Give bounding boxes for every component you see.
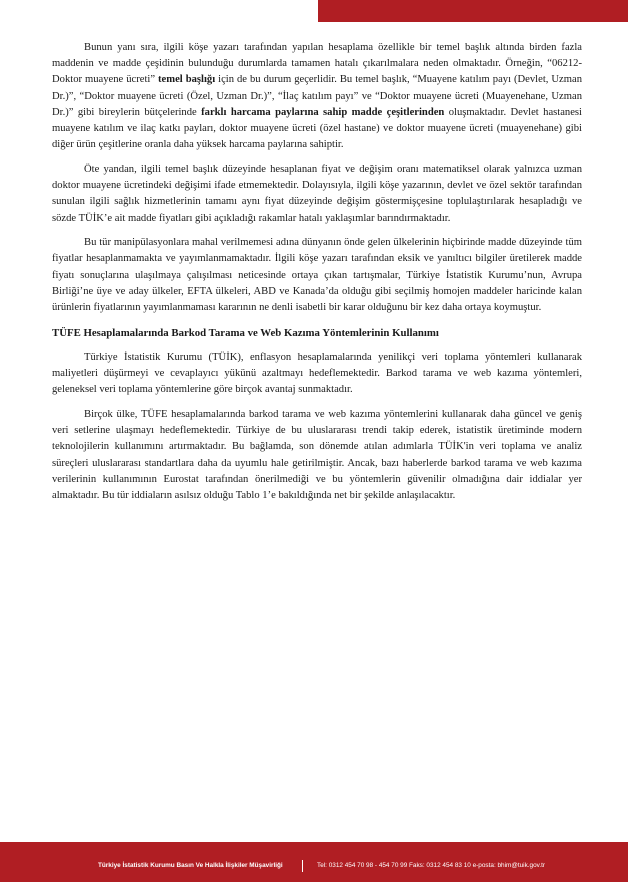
paragraph-text: Öte yandan, ilgili temel başlık düzeyinde hesaplanan fiyat ve değişim oranı matematiksel olarak yalnızca uzman doktor muayene ücretindeki değişimi ifade etmemektedir. Dolayısıyla, ilgili köşe yazarının, devlet ve özel sektör tarafından sunulan ilgili sağlık hizmetlerinin tamamı aynı fiyat düzeyinde değişim göstermişçesine toplulaştırılarak hesapladığı ve sözde TÜİK’e ait madde fiyatları gibi açıkladığı rakamlar hatalı yaklaşımlar barındırmaktadır. [52,163,582,224]
body-paragraph-3 [52,235,582,316]
section-paragraph-1: Türkiye İstatistik Kurumu (TÜİK), enflasyon hesaplamalarında yenilikçi veri toplama yöntemleri kullanarak maliyetleri düşürmeyi ve cevaplayıcı yükünü azaltmayı hedeflemektedir. Barkod tarama ve web kazıma yöntemleri, geleneksel veri toplama yöntemlerine göre birçok avantaj sunmaktadır. [52,351,582,396]
document-body [52,40,582,513]
footer-bar [0,842,628,882]
paragraph-text: Bu tür manipülasyonlara mahal verilmemesi adına dünyanın önde gelen ülkelerinin hiçbirinde madde düzeyinde tüm fiyatlar hesaplanmamakta ve yayımlanmamaktadır. İlgili köşe yazarı tarafından eksik ve yanıltıcı bilgiler üretilerek madde fiyatı sonuçlarına ulaşılmaya çalışılması neticesinde ortaya çıkan tartışmalar, Türkiye İstatistik Kurumu’nun, Avrupa Birliği’ne üye ve aday ülkeler, EFTA ülkeleri, ABD ve Kanada’da olduğu gibi seçilmiş homojen maddeler haricinde kalan ürünlerin fiyatlarının yayımlanmaması kararının ne denli isabetli bir karar olduğunu bir kez daha ortaya koymuştur. [52,237,582,314]
paragraph-text: için de bu durum geçerlidir. Bu temel başlık, “Muayene katılım payı (Devlet, Uzman Dr.)”, “Doktor muayene ücreti (Özel, Uzman Dr.)”, “İlaç katılım payı” ve “Doktor muayene ücreti (Muayenehane, Uzman Dr.)” gibi bireylerin bütçelerinde [52,74,582,118]
section-heading: TÜFE Hesaplamalarında Barkod Tarama ve Web Kazıma Yöntemlerinin Kullanımı [52,326,439,339]
footer-divider [302,860,303,872]
paragraph-text: Bunun yanı sıra, ilgili köşe yazarı tarafından yapılan hesaplama özellikle bir temel başlık altında birden fazla maddenin ve madde çeşidinin bulunduğu durumlarda tamamen hatalı çıkarılmalara neden olmaktadır. Örneğin, “06212-Doktor muayene ücreti” [52,42,582,86]
header-red-band [318,0,628,22]
footer-text-row [0,862,628,874]
footer-contact: Tel: 0312 454 70 98 - 454 70 99 Faks: 0312 454 83 10 e-posta: bhim@tuik.gov.tr [317,862,546,869]
body-paragraph-1 [52,40,582,153]
section-paragraph-2: Birçok ülke, TÜFE hesaplamalarında barkod tarama ve web kazıma yöntemlerini kullanarak daha güncel ve geniş veri setlerine ulaşmayı hedeflemektedir. Türkiye de bu uluslararası trendi takip ederek, istatistik üretiminde modern teknolojilerin kullanımını artırmaktadır. Bu bağlamda, son dönemde atılan adımlarla TÜİK'in veri toplama ve analiz süreçleri uluslararası standartlara daha da uyumlu hale getirilmiştir. Ancak, bazı haberlerde barkod tarama ve web kazıma verilerinin kullanımının Eurostat tarafından önerilmediği ve bu yöntemlerin güvenilir olmadığına dair iddialar yer almaktadır. Bu tür iddiaların asılsız olduğu Tablo 1’e bakıldığında net bir şekilde anlaşılacaktır. [52,409,582,502]
footer-organization: Türkiye İstatistik Kurumu Basın Ve Halkla İlişkiler Müşavirliği [98,862,283,869]
body-paragraph-2 [52,162,582,227]
bold-phrase: farklı harcama paylarına sahip madde çeşitlerinden [201,106,445,118]
bold-phrase: temel başlığı [158,74,216,86]
paragraph-text: oluşmaktadır. Devlet hastanesi muayene katılım ve ilaç katkı payları, doktor muayene ücreti (özel hastane) ve doktor muayene ücreti (muayenehane) gibi diğer ürün çeşitlerine oranla daha yüksek harcama paylarına sahiptir. [52,106,582,151]
